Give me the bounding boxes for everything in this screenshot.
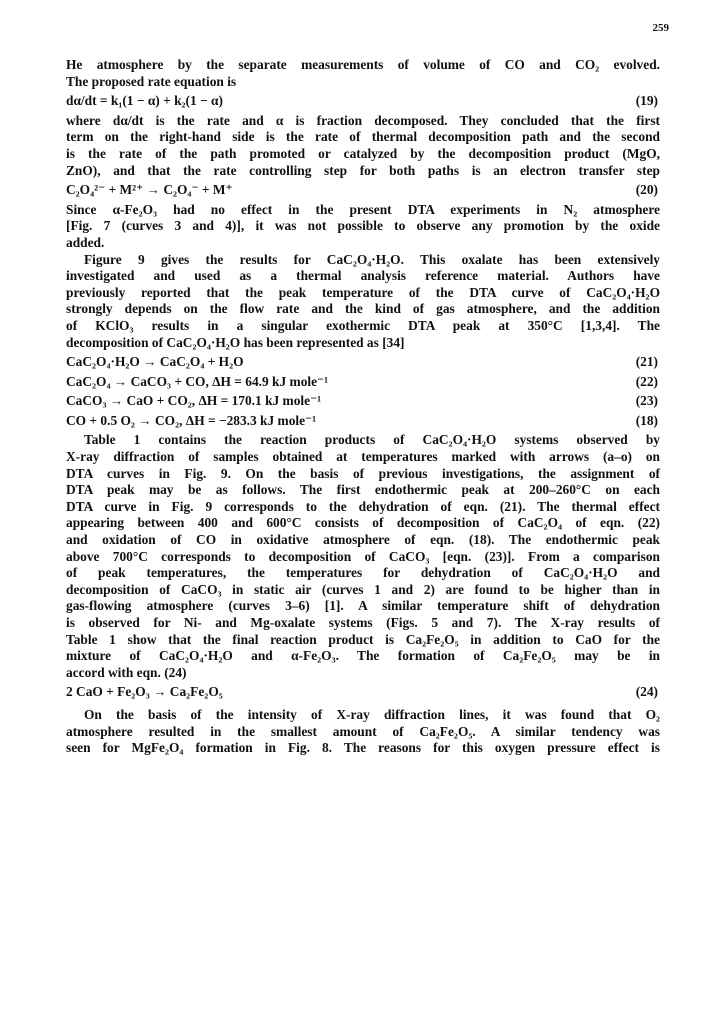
text-line: investigated and used as a thermal analysis reference material. Authors have bbox=[66, 268, 660, 284]
text-line: [Fig. 7 (curves 3 and 4)], it was not possible to observe any promotion by the oxide bbox=[66, 218, 660, 234]
equation-24 bbox=[66, 684, 660, 701]
equation-18 bbox=[66, 413, 660, 430]
equation-number: (19) bbox=[635, 93, 658, 109]
text-line: ZnO), and that the rate controlling step for both paths is an electron transfer step bbox=[66, 162, 660, 178]
text-line: strongly depends on the flow rate and the kind of gas atmosphere, and the addition bbox=[66, 301, 660, 317]
equation-expression: CaC₂O₄ → CaCO₃ + CO, ΔH = 64.9 kJ mole⁻¹ bbox=[66, 373, 329, 389]
equation-number: (22) bbox=[635, 373, 658, 389]
text-line: where dα/dt is the rate and α is fraction decomposed. They concluded that the first bbox=[66, 112, 660, 128]
text-line: is observed for Ni- and Mg-oxalate systems (Figs. 5 and 7). The X-ray results of bbox=[66, 615, 660, 630]
text-line: Figure 9 gives the results for CaC₂O₄·H₂O. This oxalate has been extensively bbox=[84, 251, 660, 267]
text-line: previously reported that the peak temperature of the DTA curve of CaC₂O₄·H₂O bbox=[66, 284, 660, 300]
equation-22 bbox=[66, 374, 660, 391]
text-line: is the rate of the path promoted or catalyzed by the decomposition product (MgO, bbox=[66, 145, 660, 161]
paragraph-table1 bbox=[66, 432, 660, 681]
text-line: On the basis of the intensity of X-ray diffraction lines, it was found that O₂ bbox=[84, 706, 660, 722]
equation-23 bbox=[66, 393, 660, 410]
text-line: of KClO₃ results in a singular exothermic DTA peak at 350°C [1,3,4]. The bbox=[66, 317, 660, 333]
equation-21 bbox=[66, 354, 660, 371]
paragraph-rate bbox=[66, 113, 660, 179]
paragraph-figure9 bbox=[66, 252, 660, 352]
text-line: Since α-Fe₂O₃ had no effect in the present DTA experiments in N₂ atmosphere bbox=[66, 201, 660, 217]
paragraph-fe2o3 bbox=[66, 202, 660, 252]
text-line: decomposition of CaC₂O₄·H₂O has been represented as [34] bbox=[66, 334, 405, 350]
equation-19 bbox=[66, 93, 660, 110]
text-line: DTA peak may be as follows. The first endothermic peak at 200–260°C on each bbox=[66, 482, 660, 498]
equation-expression: C₂O₄²⁻ + M²⁺ → C₂O₄⁻ + M⁺ bbox=[66, 182, 233, 198]
text-line: DTA curves in Fig. 9. On the basis of previous investigations, the assignment of bbox=[66, 465, 660, 481]
page-body bbox=[66, 57, 660, 757]
text-line: DTA curve in Fig. 9 corresponds to the dehydration of eqn. (21). The thermal effect bbox=[66, 498, 660, 514]
text-line: atmosphere resulted in the smallest amount of Ca₂Fe₂O₅. A similar tendency was bbox=[66, 723, 660, 739]
equation-number: (24) bbox=[635, 684, 658, 700]
equation-expression: CaCO₃ → CaO + CO₂, ΔH = 170.1 kJ mole⁻¹ bbox=[66, 393, 322, 409]
text-line: term on the right-hand side is the rate of thermal decomposition path and the second bbox=[66, 129, 660, 145]
text-line: X-ray diffraction of samples obtained at temperatures marked with arrows (a–o) on bbox=[66, 449, 660, 465]
text-line: He atmosphere by the separate measurements of volume of CO and CO₂ evolved. bbox=[66, 57, 660, 72]
equation-expression: dα/dt = k₁(1 − α) + k₂(1 − α) bbox=[66, 93, 223, 109]
equation-20 bbox=[66, 182, 660, 199]
text-line: decomposition of CaCO₃ in static air (curves 1 and 2) are found to be higher than in bbox=[66, 581, 660, 597]
text-line: gas-flowing atmosphere (curves 3–6) [1]. A similar temperature shift of dehydration bbox=[66, 598, 660, 614]
text-line: and oxidation of CO in oxidative atmosphere of eqn. (18). The endothermic peak bbox=[66, 532, 660, 548]
paragraph-xray bbox=[66, 707, 660, 757]
equation-expression: 2 CaO + Fe₂O₃ → Ca₂Fe₂O₅ bbox=[66, 684, 223, 700]
page-number: 259 bbox=[652, 22, 669, 34]
equation-number: (18) bbox=[635, 412, 658, 428]
text-line: seen for MgFe₂O₄ formation in Fig. 8. The reasons for this oxygen pressure effect is bbox=[66, 740, 660, 756]
text-line: Table 1 contains the reaction products of CaC₂O₄·H₂O systems observed by bbox=[84, 432, 660, 448]
text-line: The proposed rate equation is bbox=[66, 73, 237, 89]
equation-number: (21) bbox=[635, 354, 658, 370]
equation-expression: CaC₂O₄·H₂O → CaC₂O₄ + H₂O bbox=[66, 354, 244, 370]
text-line: added. bbox=[66, 234, 105, 250]
text-line: Table 1 show that the final reaction product is Ca₂Fe₂O₅ in addition to CaO for the bbox=[66, 631, 660, 647]
paragraph-intro bbox=[66, 57, 660, 90]
text-line: of peak temperatures, the temperatures for dehydration of CaC₂O₄·H₂O and bbox=[66, 565, 660, 581]
text-line: mixture of CaC₂O₄·H₂O and α-Fe₂O₃. The formation of Ca₂Fe₂O₅ may be in bbox=[66, 648, 660, 664]
equation-number: (20) bbox=[635, 182, 658, 198]
text-line: appearing between 400 and 600°C consists of decomposition of CaC₂O₄ of eqn. (22) bbox=[66, 515, 660, 531]
equation-expression: CO + 0.5 O₂ → CO₂, ΔH = −283.3 kJ mole⁻¹ bbox=[66, 412, 317, 428]
text-line: above 700°C corresponds to decomposition of CaCO₃ [eqn. (23)]. From a comparison bbox=[66, 548, 660, 564]
text-line: accord with eqn. (24) bbox=[66, 664, 187, 680]
equation-number: (23) bbox=[635, 393, 658, 409]
